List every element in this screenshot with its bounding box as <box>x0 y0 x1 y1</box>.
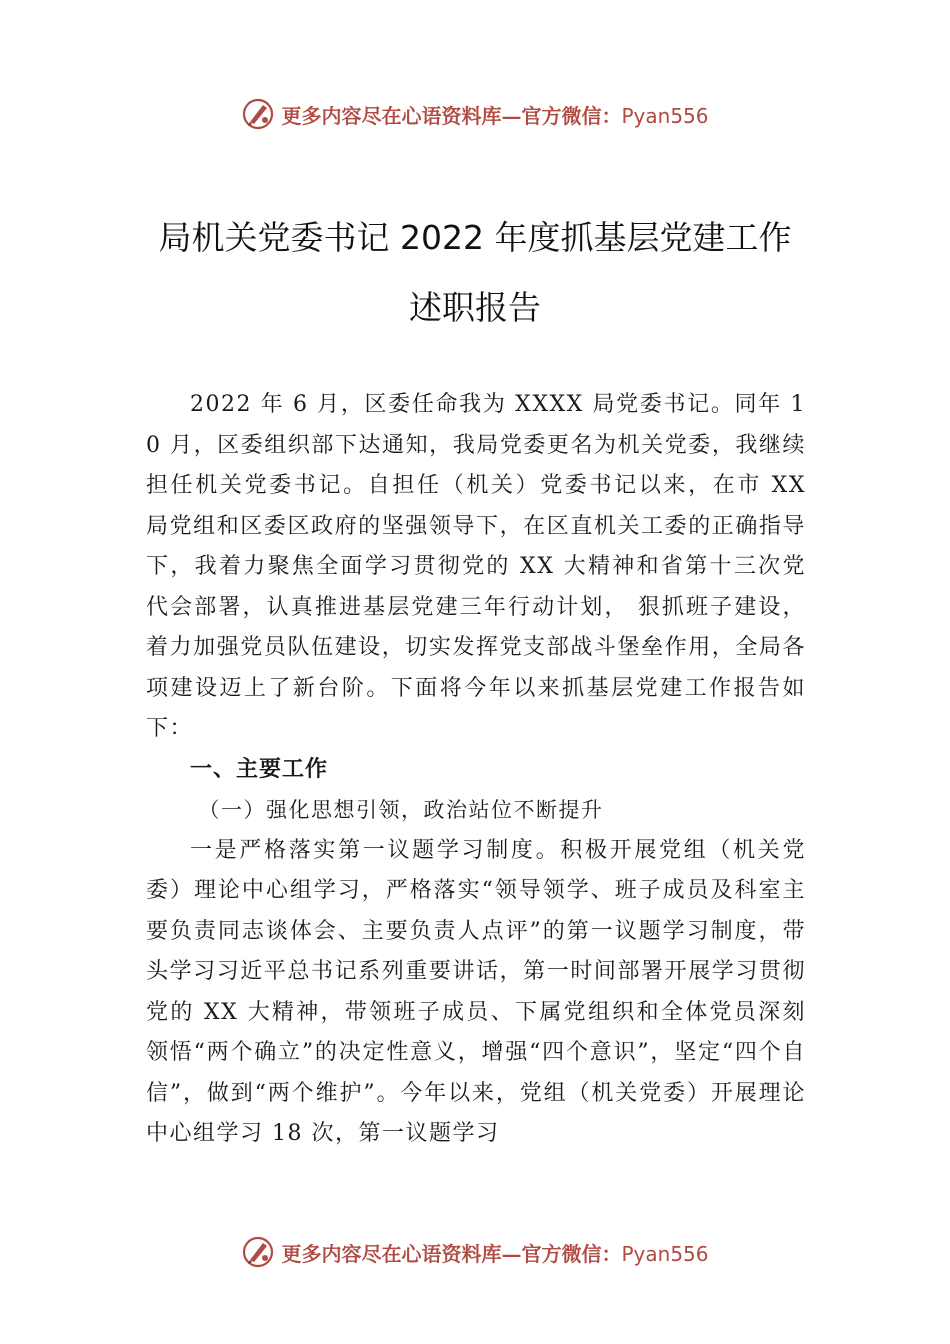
footer-banner <box>0 1232 950 1272</box>
intro-paragraph: 2022 年 6 月，区委任命我为 XXXX 局党委书记。同年 10 月，区委组织部下达通知，我局党委更名为机关党委，我继续担任机关党委书记。自担任（机关）党委书记以来，在市 XX 局党组和区委区政府的坚强领导下，在区直机关工委的正确指导下，我着力聚焦全面学习贯彻党的 XX 大精神和省第十三次党代会部署，认真推进基层党建三年行动计划， 狠抓班子建设，着力加强党员队伍建设，切实发挥党支部战斗堡垒作用，全局各项建设迈上了新台阶。下面将今年以来抓基层党建工作报告如下： <box>146 392 806 741</box>
body-paragraph: 一是严格落实第一议题学习制度。积极开展党组（机关党委）理论中心组学习，严格落实“领导领学、班子成员及科室主要负责同志谈体会、主要负责人点评”的第一议题学习制度，带头学习习近平总书记系列重要讲话，第一时间部署开展学习贯彻党的 XX 大精神，带领班子成员、下属党组织和全体党员深刻领悟“两个确立”的决定性意义，增强“四个意识”，坚定“四个自信”，做到“两个维护”。今年以来，党组（机关党委）开展理论中心组学习 18 次，第一议题学习 <box>146 837 806 1146</box>
document-title-line1: 局机关党委书记 2022 年度抓基层党建工作 <box>158 218 792 257</box>
document-body <box>146 385 806 1155</box>
section-heading: 一、主要工作 <box>190 756 329 782</box>
header-banner <box>0 94 950 134</box>
quill-pen-seal-icon <box>241 97 275 131</box>
subsection-heading: （一）强化思想引领，政治站位不断提升 <box>198 798 604 822</box>
banner-text: 更多内容尽在心语资料库—官方微信：Pyan556 <box>281 1241 709 1266</box>
quill-pen-seal-icon <box>241 1235 275 1269</box>
wechat-id: Pyan556 <box>621 103 709 128</box>
document-title-line2: 述职报告 <box>409 288 541 327</box>
banner-text: 更多内容尽在心语资料库—官方微信：Pyan556 <box>281 103 709 128</box>
wechat-id: Pyan556 <box>621 1241 709 1266</box>
